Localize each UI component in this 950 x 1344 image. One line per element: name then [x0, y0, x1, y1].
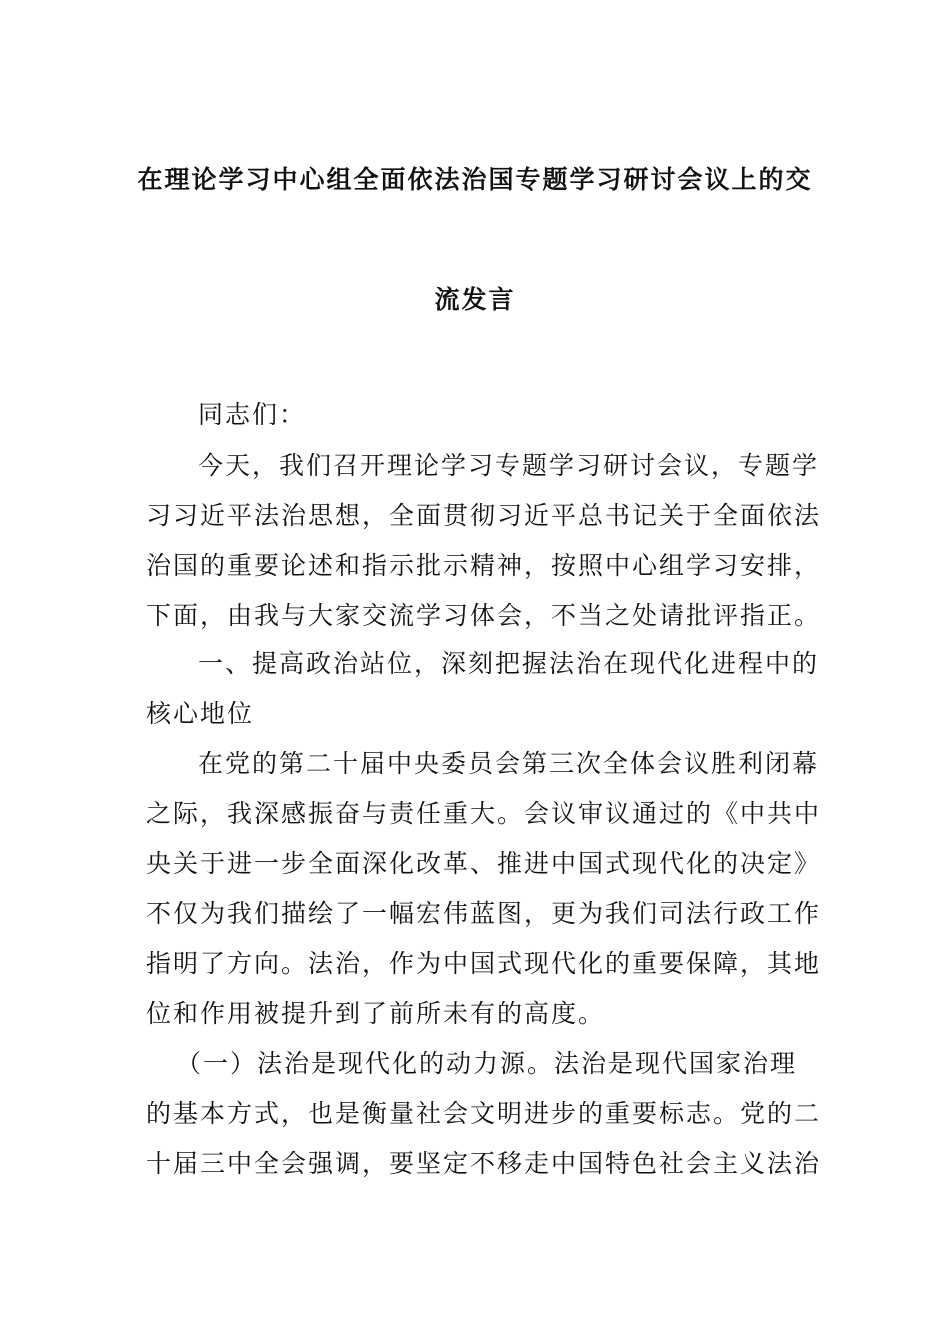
paragraph-line: 习习近平法治思想，全面贯彻习近平总书记关于全面依法 — [146, 501, 822, 530]
paragraph-line: 位和作用被提升到了前所未有的高度。 — [146, 999, 606, 1028]
paragraph-line: 指明了方向。法治，作为中国式现代化的重要保障，其地 — [146, 949, 822, 978]
title-line-1: 在理论学习中心组全面依法治国专题学习研讨会议上的交 — [137, 165, 813, 194]
paragraph-line: 在党的第二十届中央委员会第三次全体会议胜利闭幕 — [198, 749, 820, 778]
section-heading-line: 核心地位 — [146, 699, 255, 728]
section-heading-line: 一、提高政治站位，深刻把握法治在现代化进程中的 — [198, 649, 820, 678]
paragraph-line: （一）法治是现代化的动力源。法治是现代国家治理 — [176, 1049, 798, 1078]
paragraph-line: 之际，我深感振奋与责任重大。会议审议通过的《中共中 — [146, 799, 822, 828]
paragraph-line: 今天，我们召开理论学习专题学习研讨会议，专题学 — [198, 451, 820, 480]
paragraph-line: 不仅为我们描绘了一幅宏伟蓝图，更为我们司法行政工作 — [146, 899, 822, 928]
paragraph-line: 央关于进一步全面深化改革、推进中国式现代化的决定》 — [146, 849, 822, 878]
paragraph-line: 的基本方式，也是衡量社会文明进步的重要标志。党的二 — [146, 1099, 822, 1128]
salutation: 同志们： — [198, 400, 307, 429]
paragraph-line: 十届三中全会强调，要坚定不移走中国特色社会主义法治 — [146, 1149, 822, 1178]
paragraph-line: 下面，由我与大家交流学习体会，不当之处请批评指正。 — [146, 601, 822, 630]
title-line-2: 流发言 — [434, 285, 516, 314]
paragraph-line: 治国的重要论述和指示批示精神，按照中心组学习安排， — [146, 551, 822, 580]
